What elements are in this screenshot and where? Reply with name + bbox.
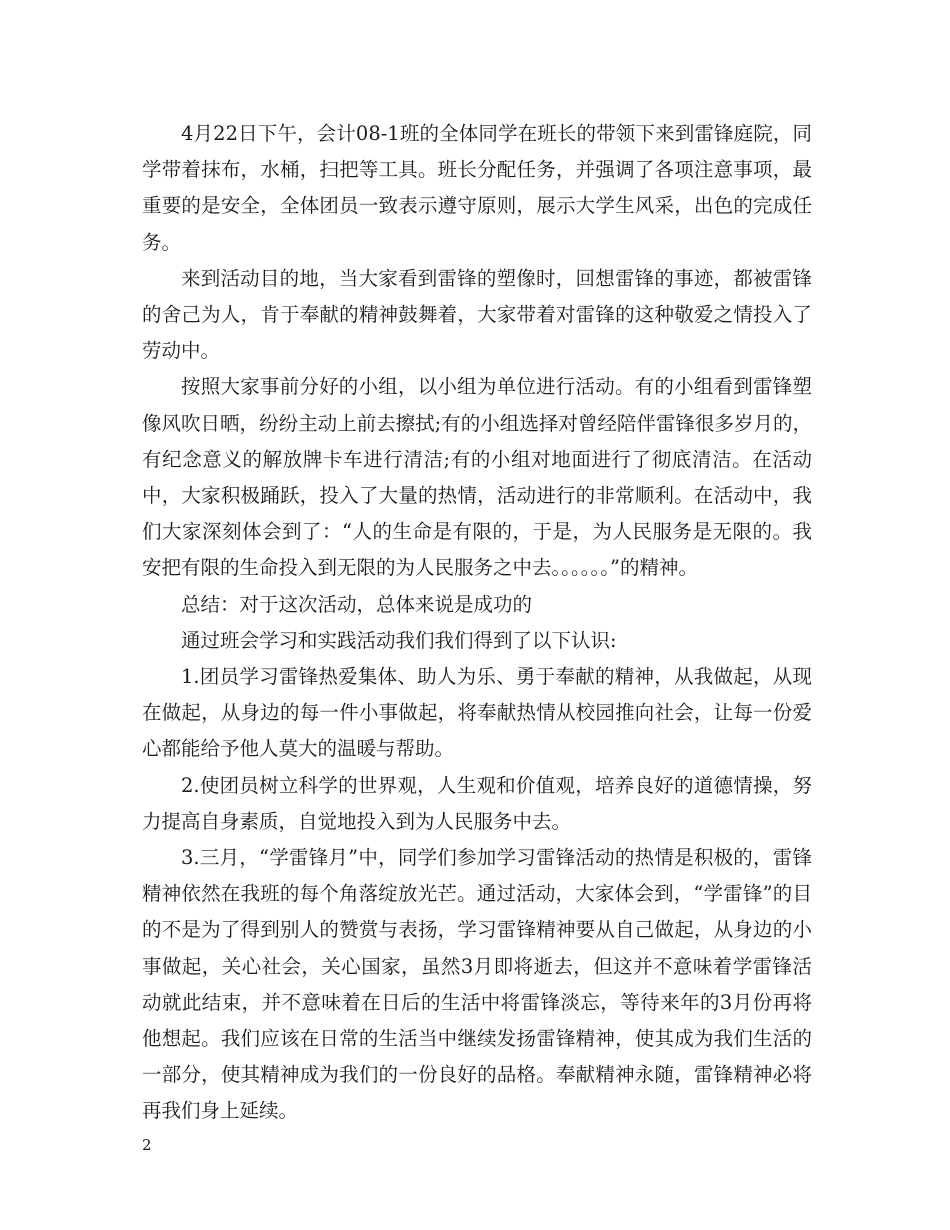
page-number: 2	[142, 1136, 152, 1154]
paragraph-point-1: 1.团员学习雷锋热爱集体、助人为乐、勇于奉献的精神，从我做起，从现在做起，从身边的每一件小事做起，将奉献热情从校园推向社会，让每一份爱心都能给予他人莫大的温暖与帮助。	[142, 665, 812, 761]
paragraph-activity-arrival: 4月22日下午，会计08-1班的全体同学在班长的带领下来到雷锋庭院，同学带着抹布，水桶，扫把等工具。班长分配任务，并强调了各项注意事项，最重要的是安全，全体团员一致表示遵守原则，展示大学生风采，出色的完成任务。	[142, 122, 812, 254]
paragraph-learnings-intro: 通过班会学习和实践活动我们我们得到了以下认识:	[181, 628, 617, 652]
paragraph-point-2: 2.使团员树立科学的世界观，人生观和价值观，培养良好的道德情操，努力提高自身素质，自觉地投入到为人民服务中去。	[142, 773, 812, 833]
document-body	[142, 116, 812, 1130]
paragraph-summary: 总结：对于这次活动，总体来说是成功的	[181, 592, 533, 616]
paragraph-group-work: 按照大家事前分好的小组，以小组为单位进行活动。有的小组看到雷锋塑像风吹日晒，纷纷主动上前去擦拭;有的小组选择对曾经陪伴雷锋很多岁月的，有纪念意义的解放牌卡车进行清洁;有的小组对地面进行了彻底清洁。在活动中，大家积极踊跃，投入了大量的热情，活动进行的非常顺利。在活动中，我们大家深刻体会到了：“人的生命是有限的，于是，为人民服务是无限的。我安把有限的生命投入到无限的为人民服务之中去。。。。。。”的精神。	[142, 375, 812, 580]
paragraph-destination: 来到活动目的地，当大家看到雷锋的塑像时，回想雷锋的事迹，都被雷锋的舍己为人，肯于奉献的精神鼓舞着，大家带着对雷锋的这种敬爱之情投入了劳动中。	[142, 266, 812, 363]
paragraph-point-3: 3.三月，“学雷锋月”中，同学们参加学习雷锋活动的热情是积极的，雷锋精神依然在我班的每个角落绽放光芒。通过活动，大家体会到，“学雷锋”的目的不是为了得到别人的赞赏与表扬，学习雷锋精神要从自己做起，从身边的小事做起，关心社会，关心国家，虽然3月即将逝去，但这并不意味着学雷锋活动就此结束，并不意味着在日后的生活中将雷锋淡忘，等待来年的3月份再将他想起。我们应该在日常的生活当中继续发扬雷锋精神，使其成为我们生活的一部分，使其精神成为我们的一份良好的品格。奉献精神永随，雷锋精神必将再我们身上延续。	[142, 846, 812, 1123]
